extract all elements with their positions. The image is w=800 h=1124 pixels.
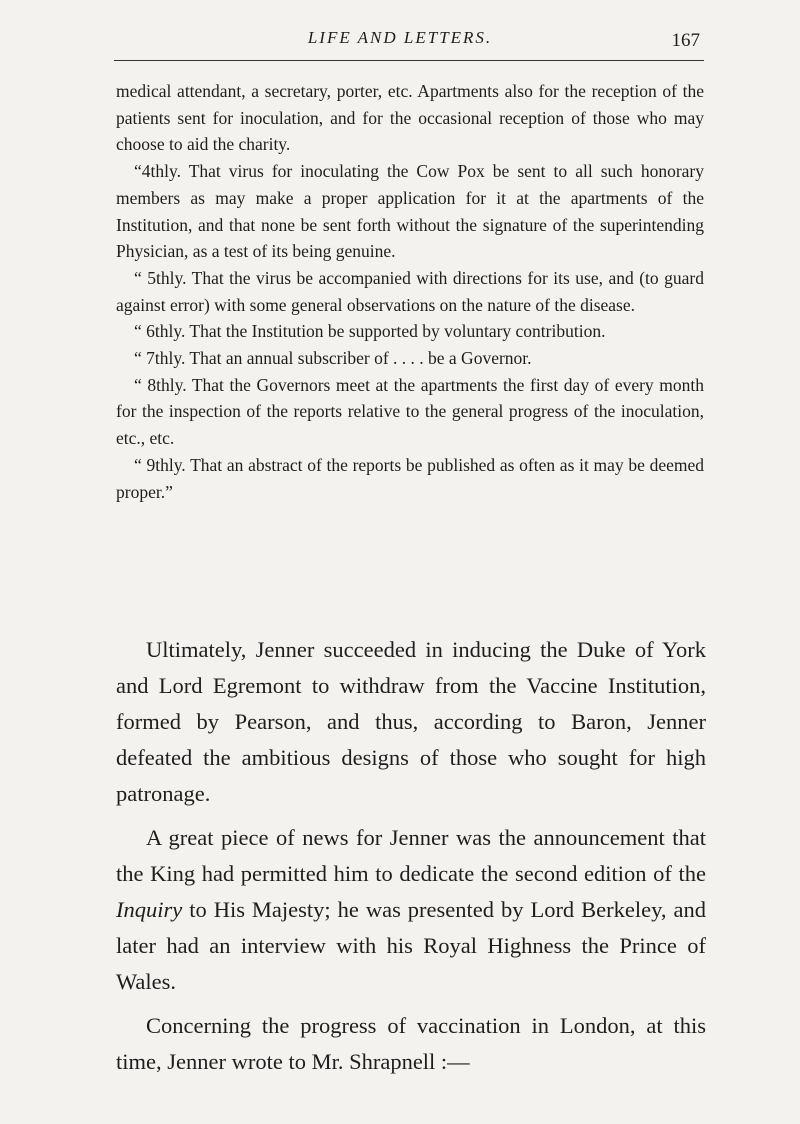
- quoted-resolutions: [116, 78, 704, 505]
- running-title: LIFE AND LETTERS.: [307, 28, 493, 47]
- quote-paragraph-9thly: “ 9thly. That an abstract of the reports be published as often as it may be deemed proper.”: [116, 454, 704, 502]
- body-paragraph: [116, 820, 706, 1000]
- body-text: to His Majesty; he was presented by Lord Berkeley, and later had an interview with his Royal Highness the Prince of Wales.: [116, 897, 706, 994]
- header-rule: [114, 60, 704, 61]
- page-number: 167: [671, 30, 700, 51]
- quote-paragraph-7thly: “ 7thly. That an annual subscriber of . . . . be a Governor.: [134, 348, 532, 369]
- body-paragraph: Ultimately, Jenner succeeded in inducing the Duke of York and Lord Egremont to withdraw from the Vaccine Institution, formed by Pearson, and thus, according to Baron, Jenner defeated the ambitious designs of those who sought for high patronage.: [116, 637, 706, 806]
- quote-paragraph-4thly: “4thly. That virus for inoculating the Cow Pox be sent to all such honorary members as may make a proper application for it at the apartments of the Institution, and that none be sent forth without the signature of the superintending Physician, as a test of its being genuine.: [116, 161, 704, 262]
- body-paragraph: Concerning the progress of vaccination in London, at this time, Jenner wrote to Mr. Shrapnell :—: [116, 1013, 706, 1074]
- main-text: [116, 632, 706, 1080]
- book-title-inquiry: Inquiry: [116, 897, 183, 922]
- quote-paragraph-6thly: “ 6thly. That the Institution be supported by voluntary contribution.: [134, 321, 606, 342]
- quote-paragraph-continued: medical attendant, a secretary, porter, etc. Apartments also for the reception of the patients sent for inoculation, and for the occasional reception of those who may choose to aid the charity.: [116, 81, 704, 155]
- body-text: A great piece of news for Jenner was the announcement that the King had permitted him to dedicate the second edition of the: [116, 825, 706, 886]
- quote-paragraph-8thly: “ 8thly. That the Governors meet at the apartments the first day of every month for the inspection of the reports relative to the general progress of the inoculation, etc., etc.: [116, 374, 704, 449]
- quote-paragraph-5thly: “ 5thly. That the virus be accompanied with directions for its use, and (to guard against error) with some general observations on the nature of the disease.: [116, 267, 704, 315]
